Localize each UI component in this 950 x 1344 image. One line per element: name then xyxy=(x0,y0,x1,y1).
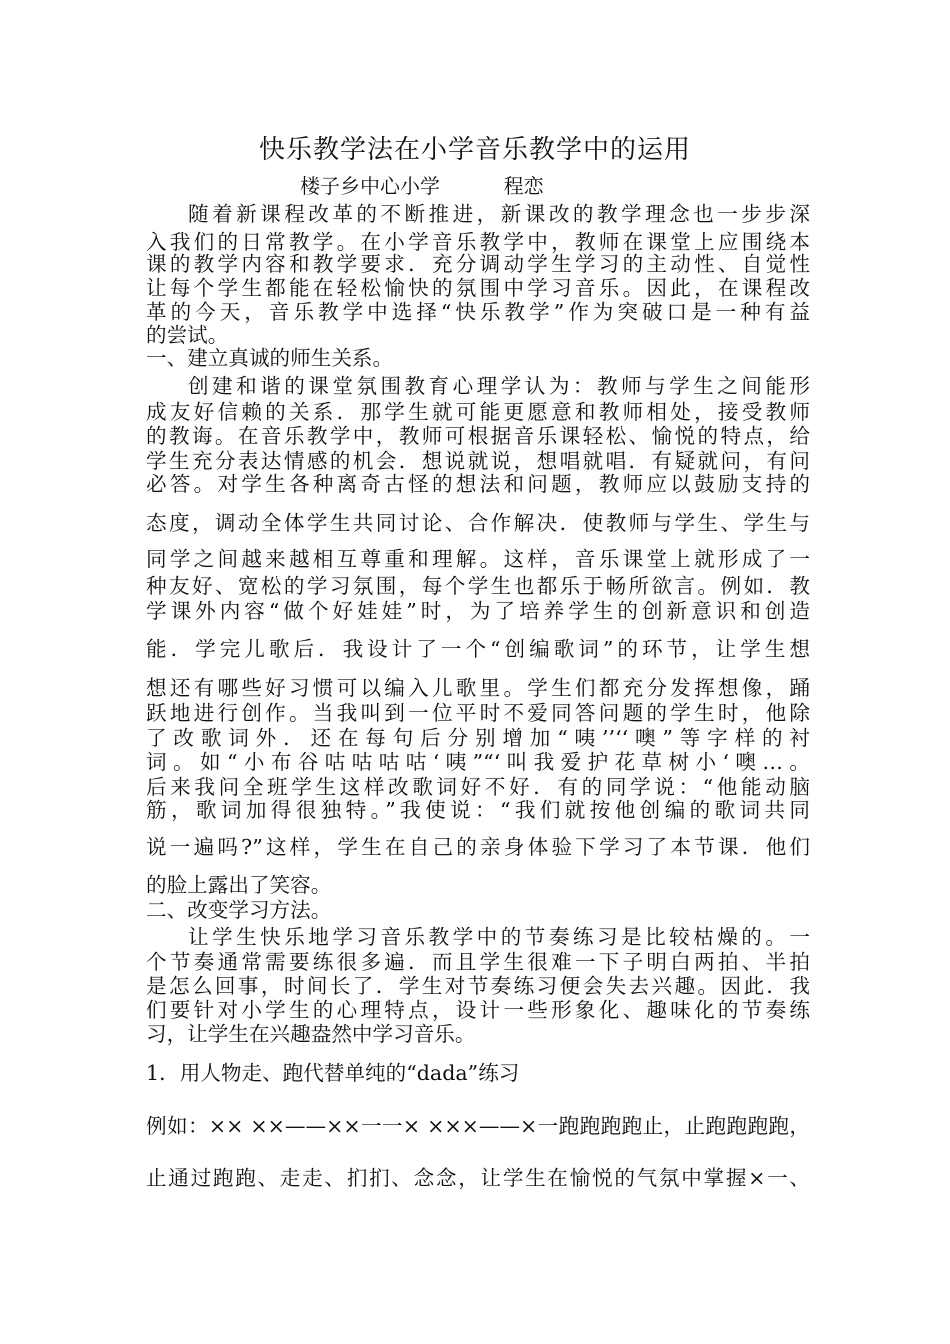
paragraph-line: 同学之间越来越相互尊重和理解。这样，音乐课堂上就形成了一 xyxy=(146,547,810,571)
paragraph-line: 学生充分表达情感的机会．想说就说，想唱就唱．有疑就问，有问 xyxy=(146,449,810,473)
paragraph-line: 后来我问全班学生这样改歌词好不好．有的同学说：“他能动脑 xyxy=(146,775,810,799)
paragraph-line: 的尝试。 xyxy=(146,323,229,347)
paragraph-line: 的教诲。在音乐教学中，教师可根据音乐课轻松、愉悦的特点，给 xyxy=(146,424,810,448)
document-title: 快乐教学法在小学音乐教学中的运用 xyxy=(258,135,691,165)
paragraph-line: 创建和谐的课堂氛围教育心理学认为：教师与学生之间能形 xyxy=(188,374,810,398)
paragraph-line: 入我们的日常教学。在小学音乐教学中，教师在课堂上应围绕本 xyxy=(146,230,810,254)
paragraph-line: 让每个学生都能在轻松愉快的氛围中学习音乐。因此，在课程改 xyxy=(146,276,810,300)
section-heading: 一、建立真诚的师生关系。 xyxy=(146,346,394,370)
paragraph-line: 例如：×× ××——××一一× ×××——×一跑跑跑跑止，止跑跑跑跑， xyxy=(146,1114,810,1138)
section-heading: 二、改变学习方法。 xyxy=(146,898,332,922)
paragraph-line: 想还有哪些好习惯可以编入儿歌里。学生们都充分发挥想像，踊 xyxy=(146,676,810,700)
paragraph-line: 们要针对小学生的心理特点，设计一些形象化、趣味化的节奏练 xyxy=(146,998,810,1022)
paragraph-line: 课的教学内容和教学要求．充分调动学生学习的主动性、自觉性 xyxy=(146,252,810,276)
paragraph-line: 个节奏通常需要练很多遍．而且学生很难一下子明白两拍、半拍 xyxy=(146,950,810,974)
paragraph-line: 革的今天，音乐教学中选择“快乐教学”作为突破口是一种有益 xyxy=(146,300,810,324)
paragraph-line: 筋，歌词加得很独特。”我使说：“我们就按他创编的歌词共同 xyxy=(146,798,810,822)
list-item-heading: 1．用人物走、跑代替单纯的“dada”练习 xyxy=(146,1061,520,1085)
paragraph-line: 让学生快乐地学习音乐教学中的节奏练习是比较枯燥的。一 xyxy=(188,925,810,949)
paragraph-line: 态度，调动全体学生共同讨论、合作解决．使教师与学生、学生与 xyxy=(146,511,810,535)
paragraph-line: 必答。对学生各种离奇古怪的想法和问题，教师应以鼓励支持的 xyxy=(146,472,810,496)
paragraph-line: 是怎么回事，时间长了．学生对节奏练习便会失去兴趣。因此．我 xyxy=(146,974,810,998)
paragraph-line: 习，让学生在兴趣盎然中学习音乐。 xyxy=(146,1022,476,1046)
author-line: 楼子乡中心小学 程恋 xyxy=(300,174,544,198)
paragraph-line: 能．学完儿歌后．我设计了一个“创编歌词”的环节，让学生想 xyxy=(146,637,810,661)
paragraph-line: 跃地进行创作。当我叫到一位平时不爱同答问题的学生时，他除 xyxy=(146,701,810,725)
paragraph-line: 词。如“小布谷咕咕咕咕‘咦”“‘叫我爱护花草树小‘噢…。 xyxy=(146,750,810,774)
paragraph-line: 了改歌词外．还在每句后分别增加“咦’’‘‘噢”等字样的衬 xyxy=(146,726,810,750)
paragraph-line: 止通过跑跑、走走、扪扪、念念，让学生在愉悦的气氛中掌握×一、 xyxy=(146,1166,810,1190)
paragraph-line: 学课外内容“做个好娃娃”时，为了培养学生的创新意识和创造 xyxy=(146,599,810,623)
paragraph-line: 的脸上露出了笑容。 xyxy=(146,873,332,897)
paragraph-line: 随着新课程改革的不断推进，新课改的教学理念也一步步深 xyxy=(188,202,810,226)
paragraph-line: 成友好信赖的关系．那学生就可能更愿意和教师相处，接受教师 xyxy=(146,400,810,424)
paragraph-line: 说一遍吗?”这样，学生在自己的亲身体验下学习了本节课．他们 xyxy=(146,835,810,859)
paragraph-line: 种友好、宽松的学习氛围，每个学生也都乐于畅所欲言。例如．教 xyxy=(146,574,810,598)
